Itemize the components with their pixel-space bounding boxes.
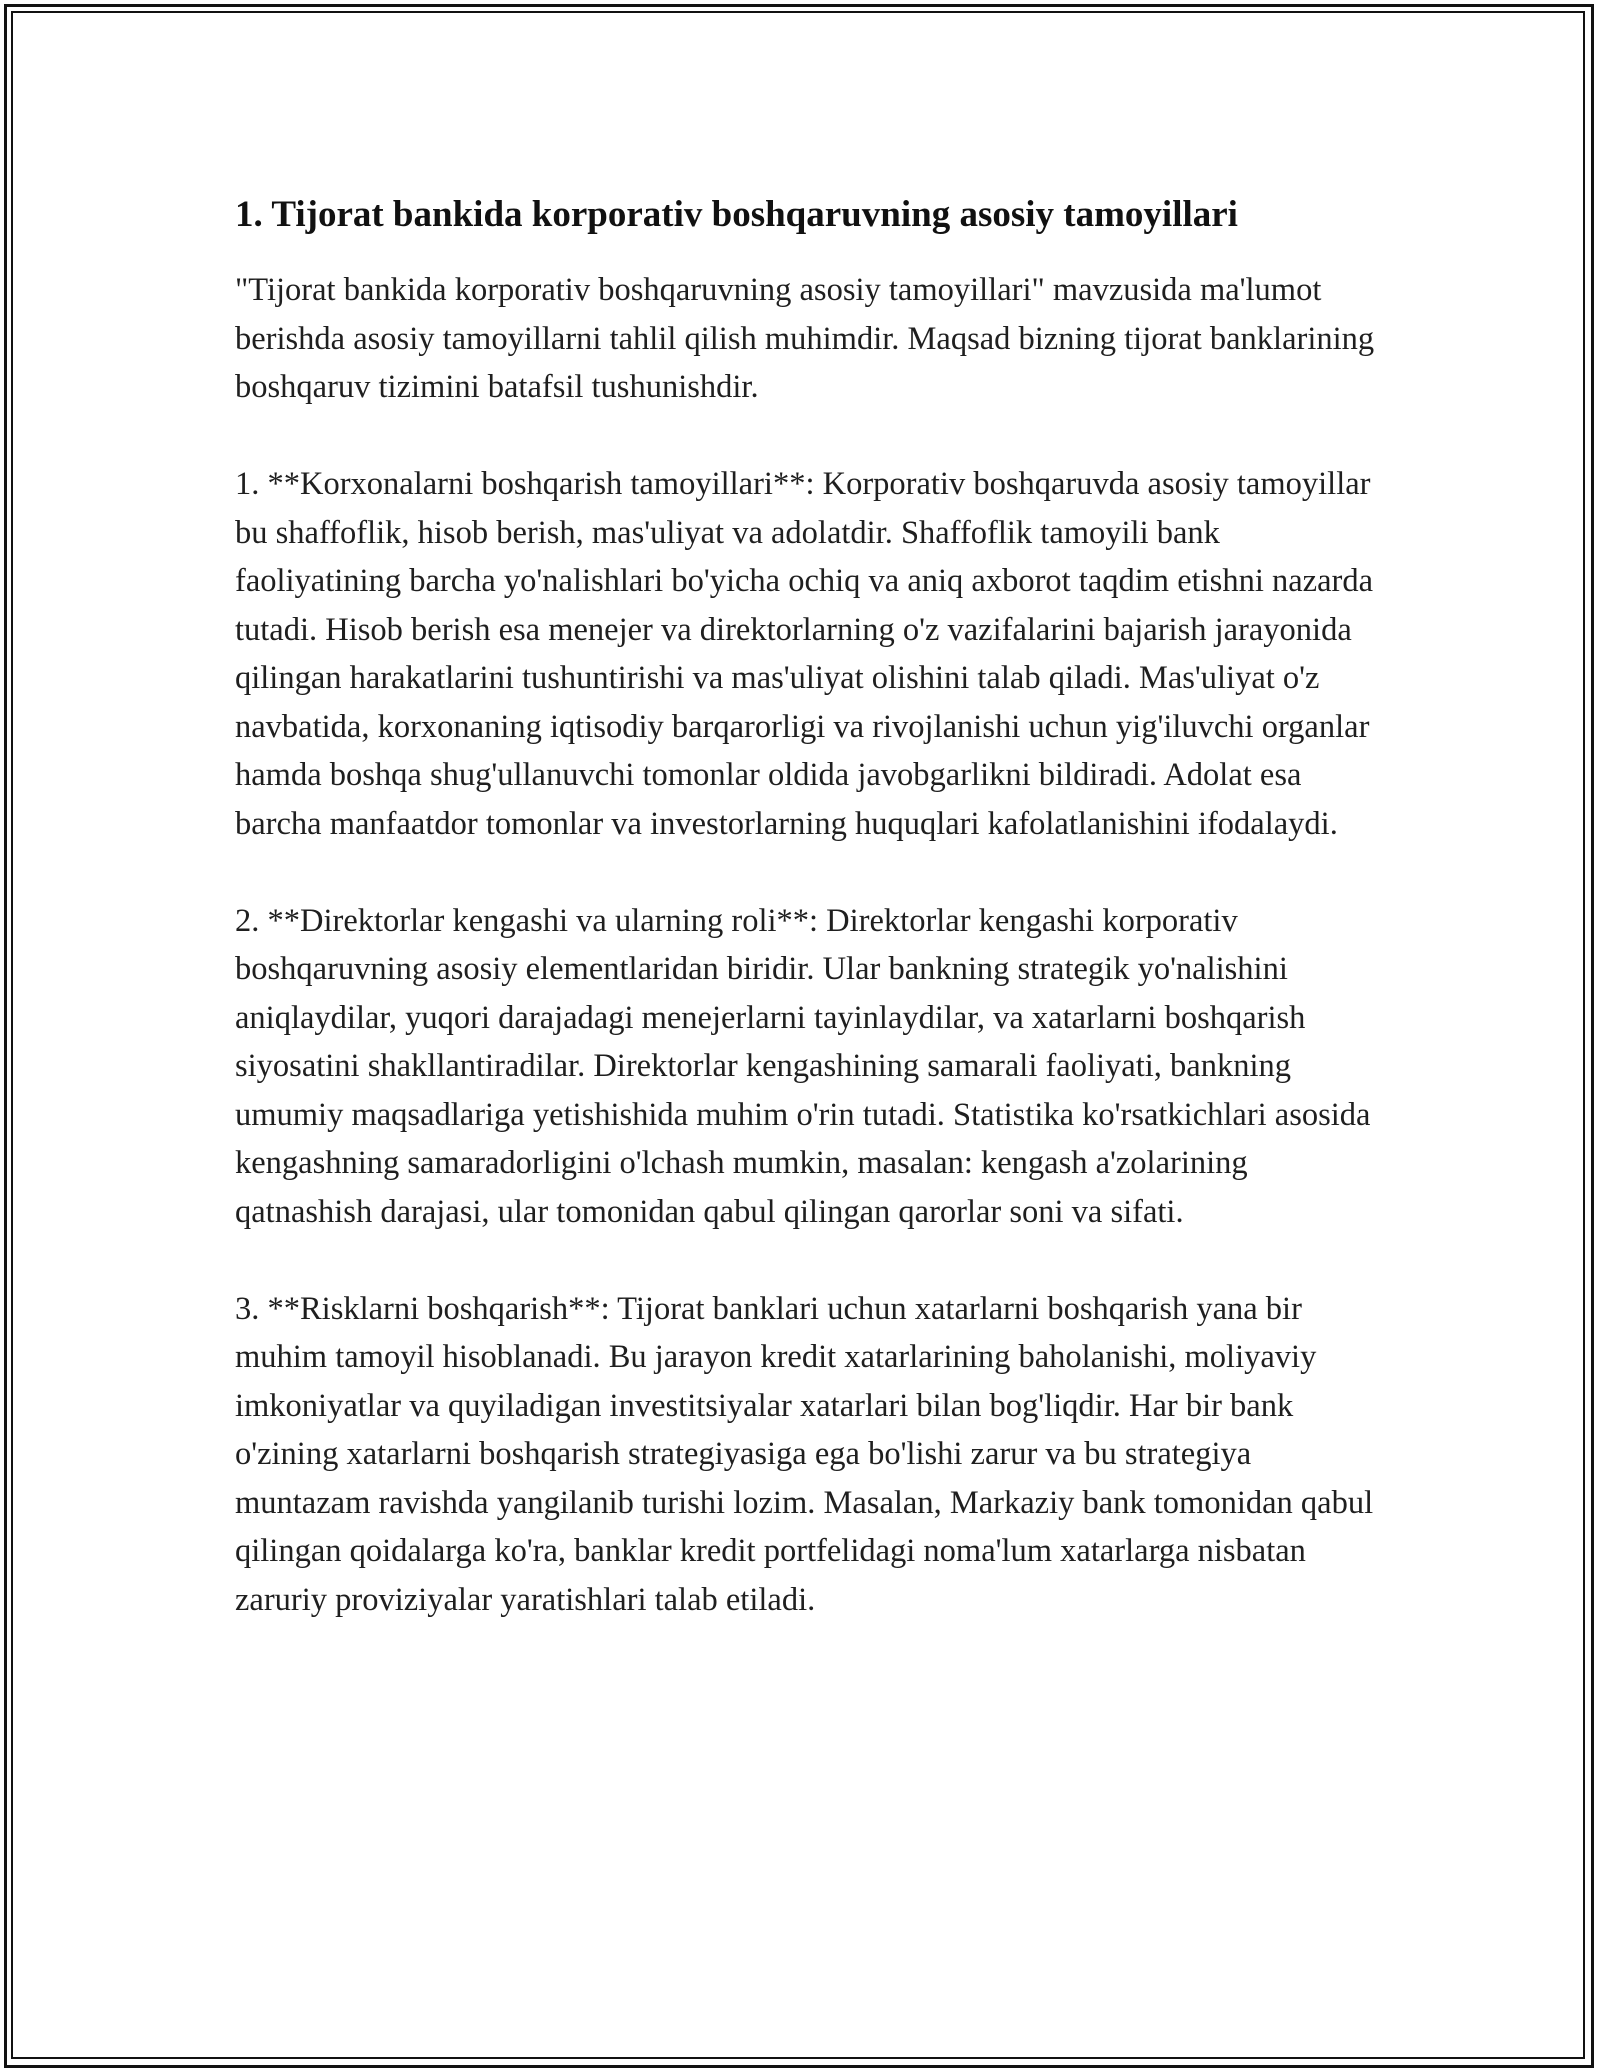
section-paragraph-3: 3. **Risklarni boshqarish**: Tijorat banklari uchun xatarlarni boshqarish yana bir muhim tamoyil hisoblanadi. Bu jarayon kredit xatarlarining baholanishi, moliyaviy imkoniyatlar va quyiladigan investitsiyalar xatarlari bilan bog'liqdir. Har bir bank o'zining xatarlarni boshqarish strategiyasiga ega bo'lishi zarur va bu strategiya muntazam ravishda yangilanib turishi lozim. Masalan, Markaziy bank tomonidan qabul qilingan qoidalarga ko'ra, banklar kredit portfelidagi noma'lum xatarlarga nisbatan zaruriy proviziyalar yaratishlari talab etiladi. <box>235 1290 1374 1618</box>
document-title: 1. Tijorat bankida korporativ boshqaruvning asosiy tamoyillari <box>235 194 1238 235</box>
intro-paragraph: "Tijorat bankida korporativ boshqaruvning asosiy tamoyillari" mavzusida ma'lumot berishda asosiy tamoyillarni tahlil qilish muhimdir. Maqsad bizning tijorat banklarining boshqaruv tizimini batafsil tushunishdir. <box>235 272 1375 405</box>
section-paragraph-2: 2. **Direktorlar kengashi va ularning roli**: Direktorlar kengashi korporativ boshqaruvning asosiy elementlaridan biridir. Ular bankning strategik yo'nalishini aniqlaydilar, yuqori darajadagi menejerlarni tayinlaydilar, va xatarlarni boshqarish siyosatini shakllantiradilar. Direktorlar kengashining samarali faoliyati, bankning umumiy maqsadlariga yetishishida muhim o'rin tutadi. Statistika ko'rsatkichlari asosida kengashning samaradorligini o'lchash mumkin, masalan: kengash a'zolarining qatnashish darajasi, ular tomonidan qabul qilingan qarorlar soni va sifati. <box>235 902 1371 1230</box>
document-body <box>235 188 1375 1673</box>
section-paragraph-1: 1. **Korxonalarni boshqarish tamoyillari**: Korporativ boshqaruvda asosiy tamoyillar bu shaffoflik, hisob berish, mas'uliyat va adolatdir. Shaffoflik tamoyili bank faoliyatining barcha yo'nalishlari bo'yicha ochiq va aniq axborot taqdim etishni nazarda tutadi. Hisob berish esa menejer va direktorlarning o'z vazifalarini bajarish jarayonida qilingan harakatlarini tushuntirishi va mas'uliyat olishini talab qiladi. Mas'uliyat o'z navbatida, korxonaning iqtisodiy barqarorligi va rivojlanishi uchun yig'iluvchi organlar hamda boshqa shug'ullanuvchi tomonlar oldida javobgarlikni bildiradi. Adolat esa barcha manfaatdor tomonlar va investorlarning huquqlari kafolatlanishini ifodalaydi. <box>235 466 1374 842</box>
